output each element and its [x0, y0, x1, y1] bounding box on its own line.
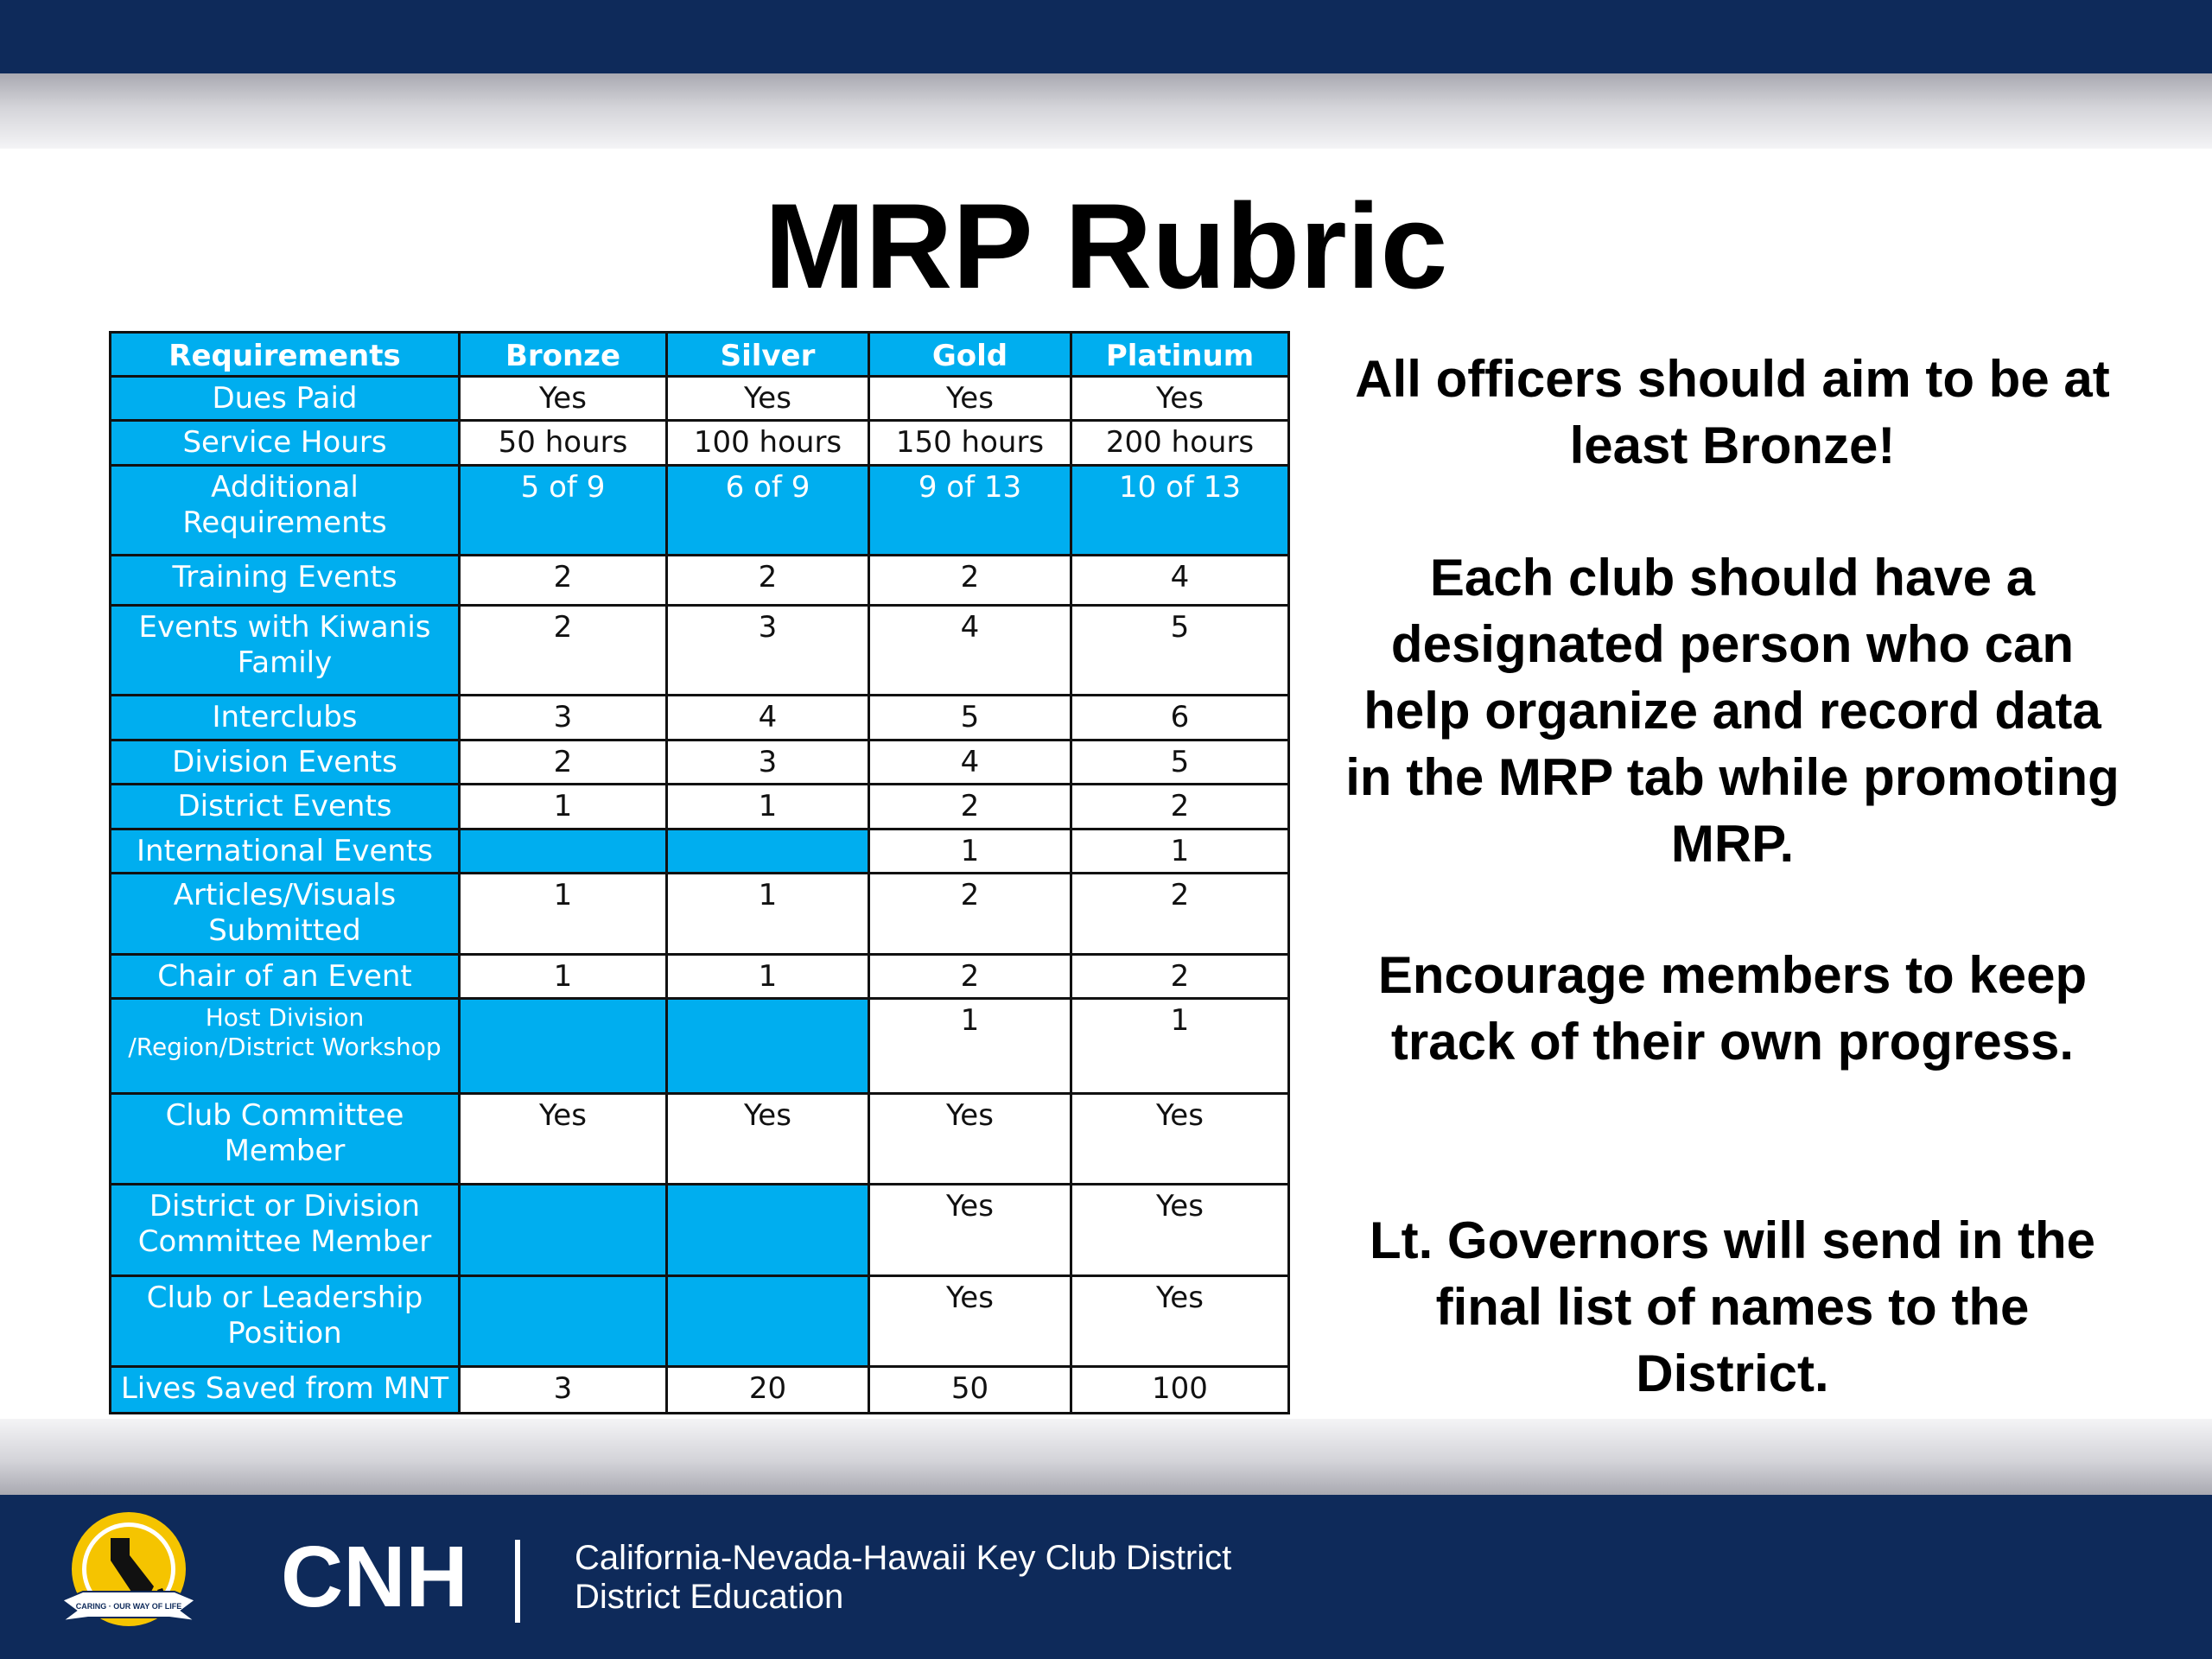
- table-row: [111, 741, 1289, 785]
- footer-district-name: California-Nevada-Hawaii Key Club District: [575, 1539, 1232, 1577]
- top-gradient-band: [0, 73, 2212, 149]
- cell-bronze: [460, 830, 667, 874]
- cell-bronze: [460, 1185, 667, 1276]
- cell-gold: 1: [869, 999, 1071, 1094]
- bottom-gradient-band: [0, 1419, 2212, 1495]
- row-label: Interclubs: [111, 696, 460, 741]
- cell-platinum: 6: [1071, 696, 1289, 741]
- cell-silver: 1: [667, 874, 869, 955]
- cell-bronze: 3: [460, 1367, 667, 1414]
- cell-platinum: 2: [1071, 955, 1289, 999]
- table-row: [111, 377, 1289, 421]
- cell-gold: Yes: [869, 377, 1071, 421]
- cell-platinum: Yes: [1071, 1185, 1289, 1276]
- cell-bronze: 2: [460, 741, 667, 785]
- row-label: Articles/Visuals Submitted: [111, 874, 460, 955]
- table-row: [111, 999, 1289, 1094]
- row-label: Club Committee Member: [111, 1094, 460, 1185]
- cell-gold: 9 of 13: [869, 466, 1071, 556]
- table-row: [111, 1185, 1289, 1276]
- cell-silver: 100 hours: [667, 421, 869, 466]
- cell-silver: 1: [667, 785, 869, 830]
- cell-platinum: Yes: [1071, 377, 1289, 421]
- row-label: Additional Requirements: [111, 466, 460, 556]
- cell-gold: 50: [869, 1367, 1071, 1414]
- cell-bronze: 2: [460, 606, 667, 696]
- cell-gold: 4: [869, 741, 1071, 785]
- table-row: [111, 874, 1289, 955]
- footer-department: District Education: [575, 1578, 844, 1616]
- side-text-bronze-goal: All officers should aim to be at least Bronze!: [1355, 350, 2110, 474]
- row-label: Host Division /Region/District Workshop: [111, 999, 460, 1094]
- cell-platinum: 100: [1071, 1367, 1289, 1414]
- table-row: [111, 830, 1289, 874]
- row-label: International Events: [111, 830, 460, 874]
- cnh-seal-logo: [57, 1510, 200, 1640]
- cell-gold: 150 hours: [869, 421, 1071, 466]
- cell-bronze: [460, 1276, 667, 1367]
- cell-silver: 1: [667, 955, 869, 999]
- table-row: [111, 785, 1289, 830]
- cell-silver: [667, 830, 869, 874]
- header-bronze: Bronze: [460, 333, 667, 377]
- row-label: Training Events: [111, 556, 460, 606]
- cell-platinum: 2: [1071, 874, 1289, 955]
- table-row: [111, 421, 1289, 466]
- table-row: [111, 696, 1289, 741]
- cell-bronze: 2: [460, 556, 667, 606]
- cell-silver: [667, 1185, 869, 1276]
- cell-bronze: 50 hours: [460, 421, 667, 466]
- cell-gold: 1: [869, 830, 1071, 874]
- cell-silver: [667, 999, 869, 1094]
- cell-gold: 2: [869, 556, 1071, 606]
- side-text-designated-person: Each club should have a designated person who can help organize and record data in the MRP tab while promoting MRP.: [1345, 549, 2120, 873]
- cell-gold: Yes: [869, 1185, 1071, 1276]
- table-row: [111, 1094, 1289, 1185]
- cell-silver: 4: [667, 696, 869, 741]
- cell-platinum: Yes: [1071, 1276, 1289, 1367]
- header-silver: Silver: [667, 333, 869, 377]
- cell-gold: Yes: [869, 1094, 1071, 1185]
- cell-silver: 2: [667, 556, 869, 606]
- cell-platinum: 200 hours: [1071, 421, 1289, 466]
- cell-gold: 4: [869, 606, 1071, 696]
- cell-platinum: 10 of 13: [1071, 466, 1289, 556]
- table-row: [111, 556, 1289, 606]
- cell-gold: 5: [869, 696, 1071, 741]
- cell-bronze: 5 of 9: [460, 466, 667, 556]
- cell-silver: 3: [667, 741, 869, 785]
- cell-platinum: 2: [1071, 785, 1289, 830]
- cell-silver: 6 of 9: [667, 466, 869, 556]
- cell-silver: Yes: [667, 377, 869, 421]
- table-row: [111, 606, 1289, 696]
- cell-bronze: 1: [460, 955, 667, 999]
- cell-bronze: 1: [460, 785, 667, 830]
- header-requirements: Requirements: [111, 333, 460, 377]
- row-label: District or Division Committee Member: [111, 1185, 460, 1276]
- table-row: [111, 1367, 1289, 1414]
- header-platinum: Platinum: [1071, 333, 1289, 377]
- cell-bronze: Yes: [460, 1094, 667, 1185]
- table-row: [111, 466, 1289, 556]
- cell-silver: 3: [667, 606, 869, 696]
- slide-title: MRP Rubric: [764, 178, 1448, 314]
- cell-gold: 2: [869, 785, 1071, 830]
- seal-ribbon-text: CARING · OUR WAY OF LIFE: [75, 1602, 182, 1611]
- cell-gold: 2: [869, 955, 1071, 999]
- row-label: Chair of an Event: [111, 955, 460, 999]
- side-text-track-progress: Encourage members to keep track of their own progress.: [1377, 946, 2088, 1071]
- top-header-bar: [0, 0, 2212, 73]
- cell-bronze: 3: [460, 696, 667, 741]
- row-label: Club or Leadership Position: [111, 1276, 460, 1367]
- cell-bronze: [460, 999, 667, 1094]
- footer-brand: CNH: [281, 1529, 468, 1625]
- footer-divider: [515, 1540, 520, 1623]
- row-label: Lives Saved from MNT: [111, 1367, 460, 1414]
- row-label: Division Events: [111, 741, 460, 785]
- row-label: District Events: [111, 785, 460, 830]
- cell-silver: Yes: [667, 1094, 869, 1185]
- cell-platinum: 5: [1071, 741, 1289, 785]
- cell-silver: 20: [667, 1367, 869, 1414]
- mrp-rubric-table: [109, 331, 1290, 1414]
- table-header-row: [111, 333, 1289, 377]
- row-label: Dues Paid: [111, 377, 460, 421]
- row-label: Events with Kiwanis Family: [111, 606, 460, 696]
- cell-bronze: 1: [460, 874, 667, 955]
- cell-bronze: Yes: [460, 377, 667, 421]
- cell-gold: 2: [869, 874, 1071, 955]
- cell-silver: [667, 1276, 869, 1367]
- table-row: [111, 955, 1289, 999]
- row-label: Service Hours: [111, 421, 460, 466]
- header-gold: Gold: [869, 333, 1071, 377]
- side-text-lt-governors: Lt. Governors will send in the final list of names to the District.: [1369, 1211, 2096, 1402]
- cell-platinum: 5: [1071, 606, 1289, 696]
- cell-gold: Yes: [869, 1276, 1071, 1367]
- cell-platinum: 4: [1071, 556, 1289, 606]
- cell-platinum: 1: [1071, 999, 1289, 1094]
- cell-platinum: 1: [1071, 830, 1289, 874]
- cell-platinum: Yes: [1071, 1094, 1289, 1185]
- table-row: [111, 1276, 1289, 1367]
